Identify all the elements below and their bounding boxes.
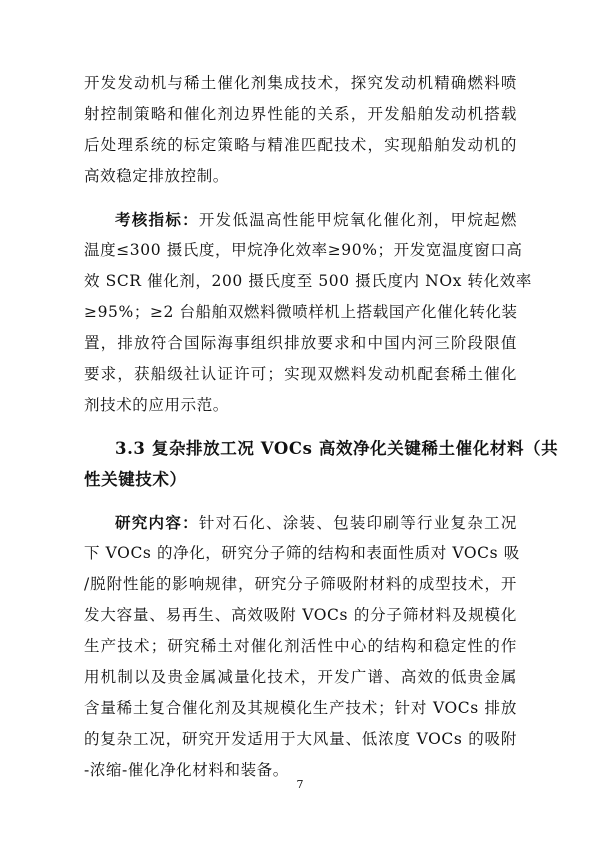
paragraph-integration — [84, 68, 517, 192]
text-line: ≥95%；≥2 台船舶双燃料微喷样机上搭载国产化催化转化装 — [84, 303, 518, 321]
text-line: 含量稀土复合催化剂及其规模化生产技术；针对 VOCs 排放 — [84, 699, 517, 717]
text-line — [84, 507, 517, 538]
text-line: 开发发动机与稀土催化剂集成技术，探究发动机精确燃料喷 — [84, 74, 517, 92]
text-line: -浓缩-催化净化材料和装备。 — [84, 761, 289, 779]
section-heading — [84, 433, 559, 495]
text-line: /脱附性能的影响规律，研究分子筛吸附材料的成型技术，开 — [84, 575, 517, 593]
text-line: 剂技术的应用示范。 — [84, 396, 229, 414]
paragraph-research — [84, 507, 520, 786]
text-line — [84, 204, 517, 235]
text-line: 用机制以及贵金属减量化技术，开发广谱、高效的低贵金属 — [84, 668, 517, 686]
heading-line: 3.3 复杂排放工况 VOCs 高效净化关键稀土催化材料（共 — [115, 439, 559, 458]
text-line: 射控制策略和催化剂边界性能的关系，开发船舶发动机搭载 — [84, 105, 517, 123]
page-number: 7 — [296, 778, 304, 791]
text-line: 要求，获船级社认证许可；实现双燃料发动机配套稀土催化 — [84, 365, 517, 383]
text-line: 的复杂工况，研究开发适用于大风量、低浓度 VOCs 的吸附 — [84, 730, 517, 748]
research-label: 研究内容： — [115, 513, 199, 532]
text-line: 后处理系统的标定策略与精准匹配技术，实现船舶发动机的 — [84, 136, 517, 154]
paragraph-indicators — [84, 204, 532, 421]
text-line: 置，排放符合国际海事组织排放要求和中国内河三阶段限值 — [84, 334, 517, 352]
text-line: 高效稳定排放控制。 — [84, 167, 229, 185]
indicators-text: 开发低温高性能甲烷氧化催化剂，甲烷起燃 — [198, 211, 517, 229]
text-line: 效 SCR 催化剂，200 摄氏度至 500 摄氏度内 NOx 转化效率 — [84, 272, 532, 290]
text-line: 发大容量、易再生、高效吸附 VOCs 的分子筛材料及规模化 — [84, 606, 517, 624]
text-line: 生产技术；研究稀土对催化剂活性中心的结构和稳定性的作 — [84, 637, 517, 655]
text-line: 下 VOCs 的净化，研究分子筛的结构和表面性质对 VOCs 吸 — [84, 544, 520, 562]
page-body — [84, 68, 559, 786]
indicators-label: 考核指标： — [115, 210, 199, 229]
heading-line: 性关键技术） — [84, 470, 187, 489]
research-text: 针对石化、涂装、包装印刷等行业复杂工况 — [198, 514, 517, 532]
text-line: 温度≤300 摄氏度，甲烷净化效率≥90%；开发宽温度窗口高 — [84, 241, 523, 259]
